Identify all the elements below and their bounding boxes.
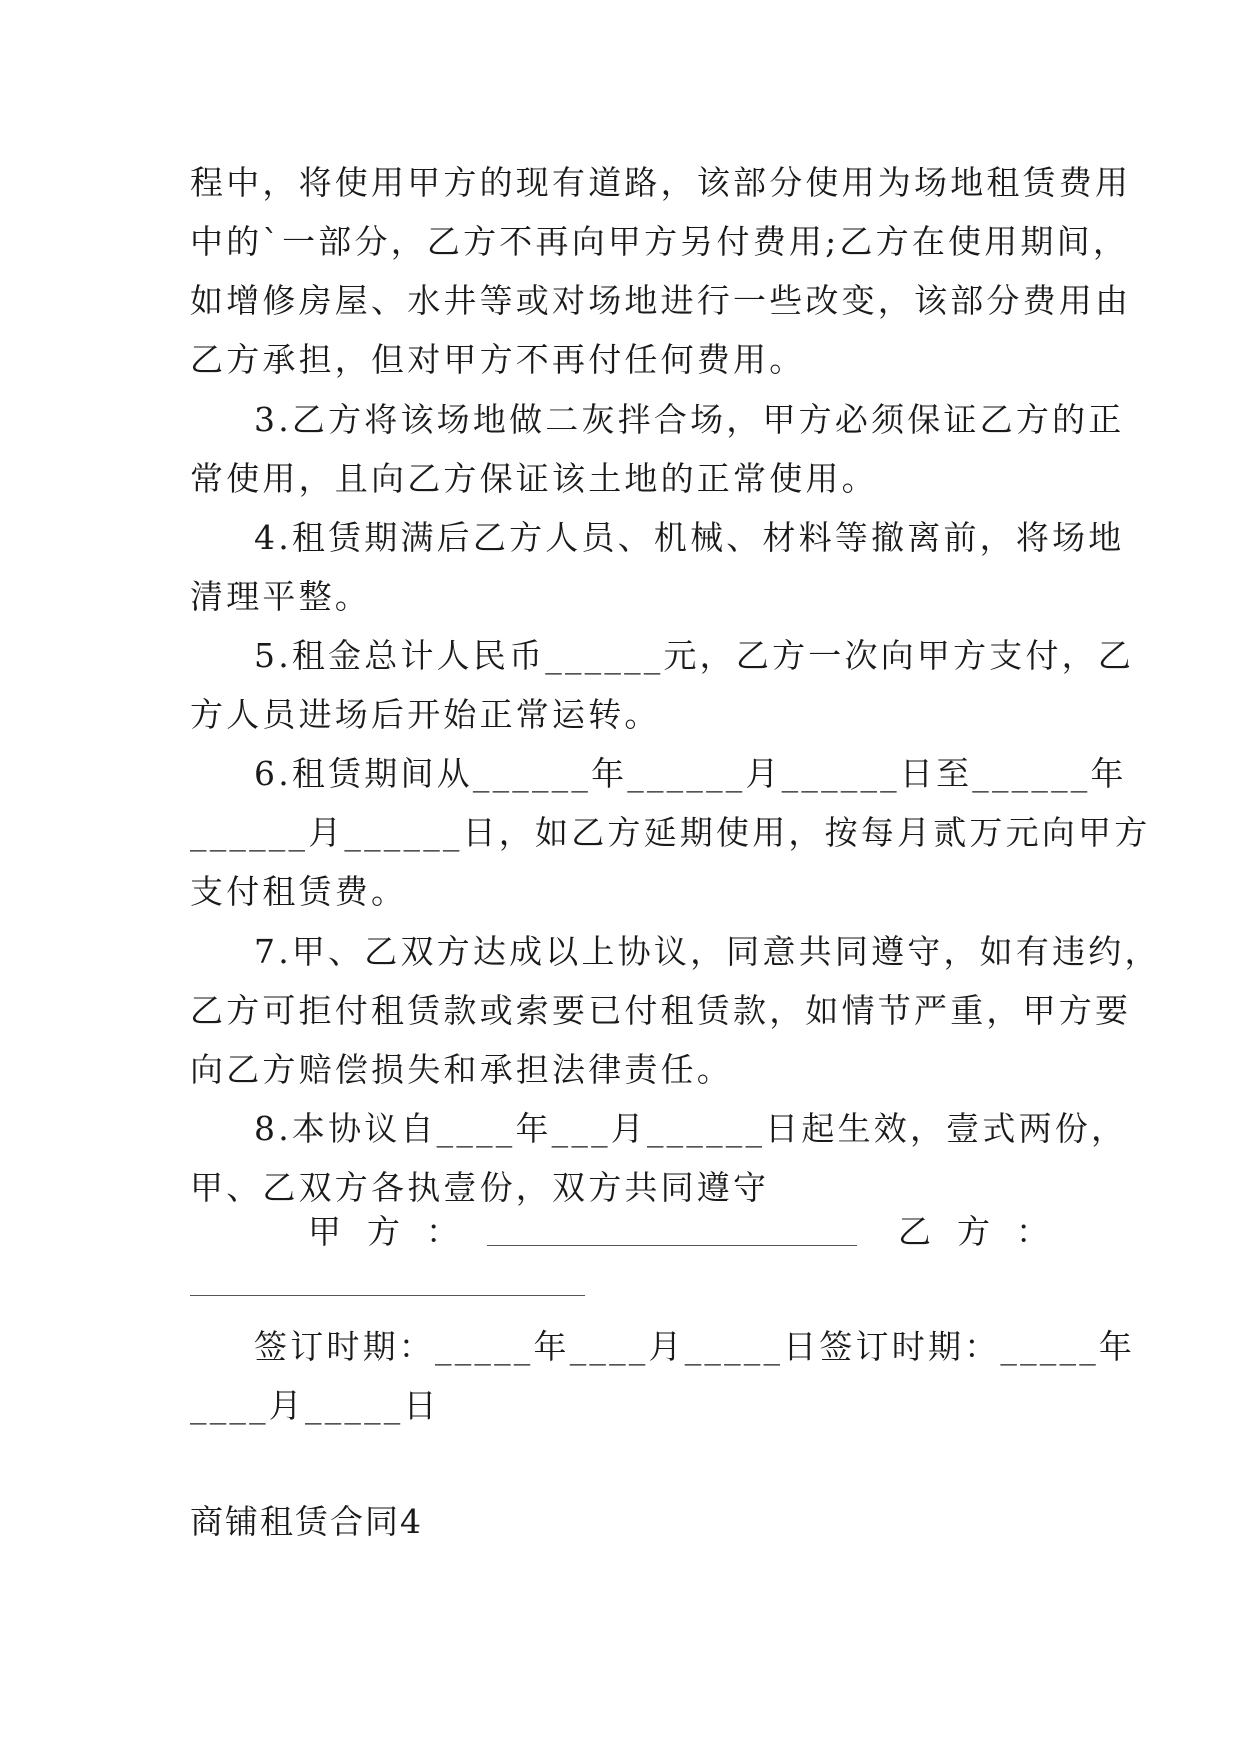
signing-date-line-2: ____月_____日 (190, 1386, 440, 1425)
clause-5-line-1: 5.租金总计人民币______元，乙方一次向甲方支付，乙 (254, 636, 1135, 675)
clause-8-line-1: 8.本协议自____年___月______日起生效，壹式两份， (254, 1109, 1128, 1148)
party-b-label: 乙方： (898, 1212, 1075, 1251)
paragraph-line: 程中，将使用甲方的现有道路，该部分使用为场地租赁费用 (190, 163, 1132, 202)
clause-7-line-1: 7.甲、乙双方达成以上协议，同意共同遵守，如有违约， (254, 932, 1161, 971)
clause-7-line-2: 乙方可拒付租赁款或索要已付租赁款，如情节严重，甲方要 (190, 991, 1132, 1030)
signing-date-line-1: 签订时期：_____年____月_____日签订时期：_____年 (254, 1327, 1136, 1366)
clause-5-line-2: 方人员进场后开始正常运转。 (190, 695, 661, 734)
signature-row (190, 1210, 1075, 1254)
party-b-signature-line (190, 1295, 585, 1296)
clause-3-line-1: 3.乙方将该场地做二灰拌合场，甲方必须保证乙方的正 (254, 400, 1125, 439)
clause-4-line-1: 4.租赁期满后乙方人员、机械、材料等撤离前，将场地 (254, 518, 1125, 557)
clause-4-line-2: 清理平整。 (190, 577, 371, 616)
clause-7-line-3: 向乙方赔偿损失和承担法律责任。 (190, 1050, 733, 1089)
next-contract-heading: 商铺租赁合同4 (190, 1502, 423, 1541)
paragraph-line: 乙方承担，但对甲方不再付任何费用。 (190, 340, 806, 379)
party-a-signature-line (487, 1245, 857, 1246)
paragraph-line: 中的`一部分，乙方不再向甲方另付费用;乙方在使用期间， (190, 222, 1130, 261)
paragraph-line: 如增修房屋、水井等或对场地进行一些改变，该部分费用由 (190, 281, 1132, 320)
party-a-label: 甲方： (308, 1212, 485, 1251)
clause-6-line-2: ______月______日，如乙方延期使用，按每月贰万元向甲方 (190, 813, 1151, 852)
clause-6-line-1: 6.租赁期间从______年______月______日至______年 (254, 754, 1127, 793)
clause-6-line-3: 支付租赁费。 (190, 872, 408, 911)
clause-8-line-2: 甲、乙双方各执壹份，双方共同遵守 (190, 1168, 770, 1207)
clause-3-line-2: 常使用，且向乙方保证该土地的正常使用。 (190, 459, 878, 498)
